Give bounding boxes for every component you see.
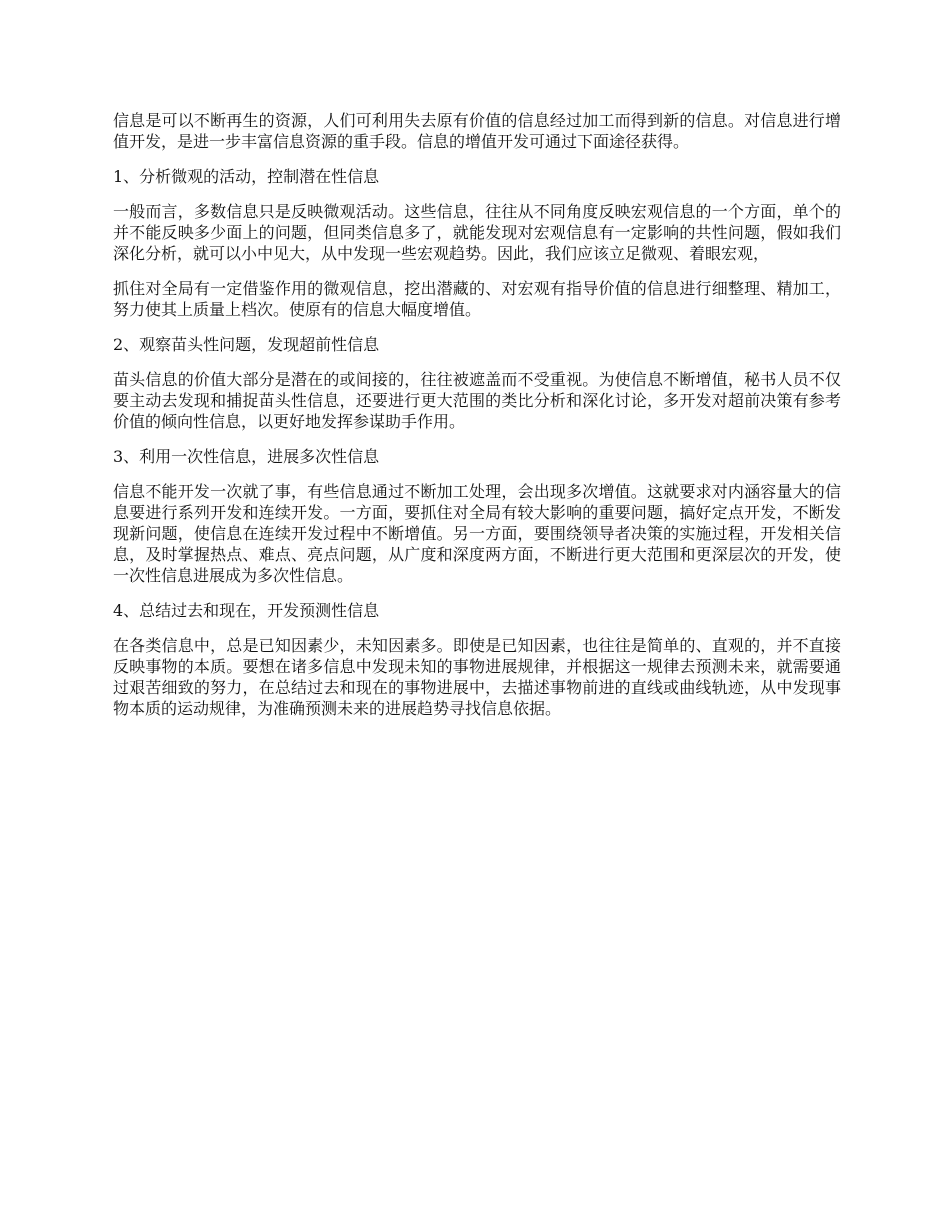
section-heading: 2、观察苗头性问题，发现超前性信息 <box>113 335 380 354</box>
section-2 <box>113 334 841 432</box>
section-3 <box>113 446 841 586</box>
section-paragraph: 一般而言，多数信息只是反映微观活动。这些信息，往往从不同角度反映宏观信息的一个方面，单个的并不能反映多少面上的问题，但同类信息多了，就能发现对宏观信息有一定影响的共性问题，假如我们深化分析，就可以小中见大，从中发现一些宏观趋势。因此，我们应该立足微观、着眼宏观， <box>113 202 841 263</box>
section-paragraph: 苗头信息的价值大部分是潜在的或间接的，往往被遮盖而不受重视。为使信息不断增值，秘书人员不仅要主动去发现和捕捉苗头性信息，还要进行更大范围的类比分析和深化讨论，多开发对超前决策有参考价值的倾向性信息，以更好地发挥参谋助手作用。 <box>113 370 841 431</box>
section-paragraph: 抓住对全局有一定借鉴作用的微观信息，挖出潜藏的、对宏观有指导价值的信息进行细整理、精加工，努力使其上质量上档次。使原有的信息大幅度增值。 <box>113 279 841 319</box>
section-1 <box>113 166 841 320</box>
section-heading: 4、总结过去和现在，开发预测性信息 <box>113 601 380 620</box>
section-4 <box>113 600 841 719</box>
section-heading: 1、分析微观的活动，控制潜在性信息 <box>113 167 380 186</box>
document-body <box>113 110 841 733</box>
intro-paragraph: 信息是可以不断再生的资源，人们可利用失去原有价值的信息经过加工而得到新的信息。对信息进行增值开发，是进一步丰富信息资源的重手段。信息的增值开发可通过下面途径获得。 <box>113 111 841 151</box>
section-paragraph: 信息不能开发一次就了事，有些信息通过不断加工处理，会出现多次增值。这就要求对内涵容量大的信息要进行系列开发和连续开发。一方面，要抓住对全局有较大影响的重要问题，搞好定点开发，不断发现新问题，使信息在连续开发过程中不断增值。另一方面，要围绕领导者决策的实施过程，开发相关信息，及时掌握热点、难点、亮点问题，从广度和深度两方面，不断进行更大范围和更深层次的开发，使一次性信息进展成为多次性信息。 <box>113 482 841 585</box>
section-paragraph: 在各类信息中，总是已知因素少，未知因素多。即使是已知因素，也往往是简单的、直观的，并不直接反映事物的本质。要想在诸多信息中发现未知的事物进展规律，并根据这一规律去预测未来，就需要通过艰苦细致的努力，在总结过去和现在的事物进展中，去描述事物前进的直线或曲线轨迹，从中发现事物本质的运动规律，为准确预测未来的进展趋势寻找信息依据。 <box>113 636 841 718</box>
section-heading: 3、利用一次性信息，进展多次性信息 <box>113 447 380 466</box>
